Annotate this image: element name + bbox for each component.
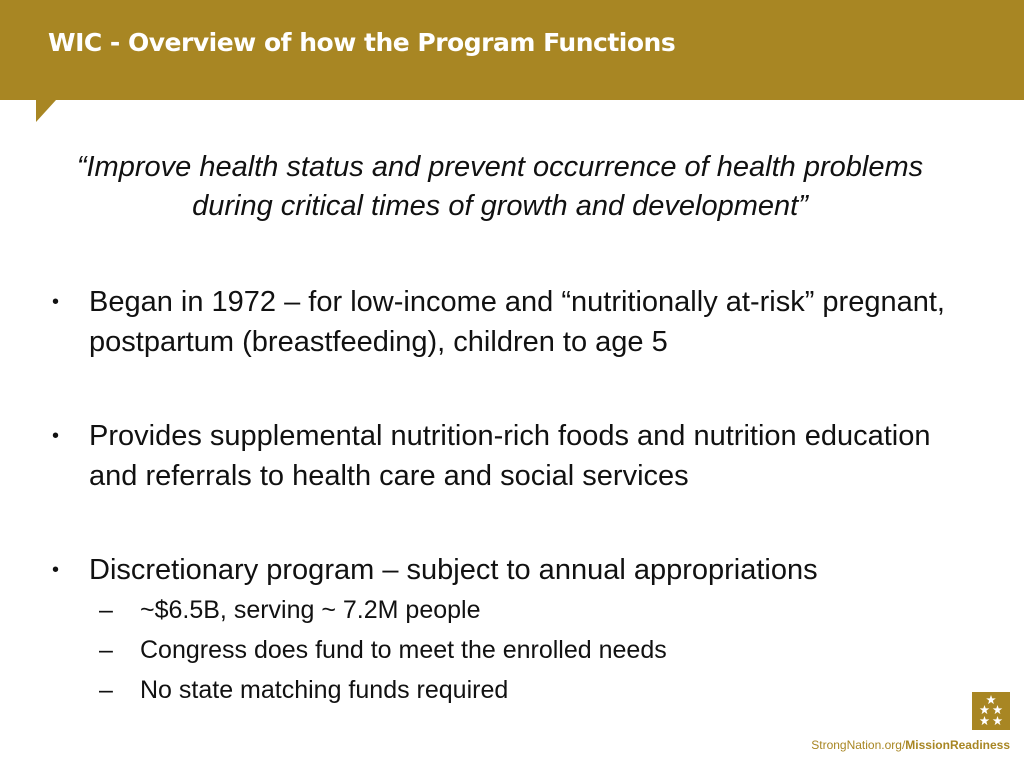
bullet-dot-icon: • [52, 291, 60, 313]
slide-title: WIC - Overview of how the Program Functions [48, 28, 676, 57]
logo-star [993, 705, 1003, 714]
footer-path: MissionReadiness [905, 738, 1010, 752]
title-bar [0, 0, 1024, 100]
dash-icon: – [99, 676, 113, 704]
bullet-dot-icon: • [52, 425, 60, 447]
sub-bullet-text: Congress does fund to meet the enrolled needs [140, 636, 667, 664]
dash-icon: – [99, 596, 113, 624]
footer-url[interactable] [811, 738, 1010, 752]
bullet-text: Discretionary program – subject to annual appropriations [89, 554, 818, 586]
bullet-item [0, 282, 969, 362]
dash-icon: – [99, 636, 113, 664]
bullet-item [0, 550, 969, 710]
bullet-list [0, 282, 1024, 710]
bullet-dot-icon: • [52, 559, 60, 581]
sub-bullet-item [89, 590, 969, 630]
bullet-item [0, 416, 969, 496]
sub-bullet-text: No state matching funds required [140, 676, 509, 704]
logo-star [993, 716, 1003, 725]
bullet-text: Began in 1972 – for low-income and “nutritionally at-risk” pregnant, postpartum (breastfeeding), children to age 5 [89, 286, 945, 358]
logo-star [986, 695, 996, 704]
logo-star [980, 716, 990, 725]
logo-star [980, 705, 990, 714]
footer-domain: StrongNation.org/ [811, 738, 906, 752]
sub-bullet-item [89, 670, 969, 710]
bullet-text: Provides supplemental nutrition-rich foods and nutrition education and referrals to health care and social services [89, 420, 931, 492]
sub-bullet-item [89, 630, 969, 670]
mission-quote: “Improve health status and prevent occurrence of health problems during critical times of growth and development” [76, 151, 924, 222]
title-bar-notch [36, 100, 56, 122]
sub-bullet-list [89, 590, 969, 710]
stars-logo-svg [972, 692, 1010, 730]
five-stars-icon [972, 692, 1010, 730]
sub-bullet-text: ~$6.5B, serving ~ 7.2M people [140, 596, 481, 624]
